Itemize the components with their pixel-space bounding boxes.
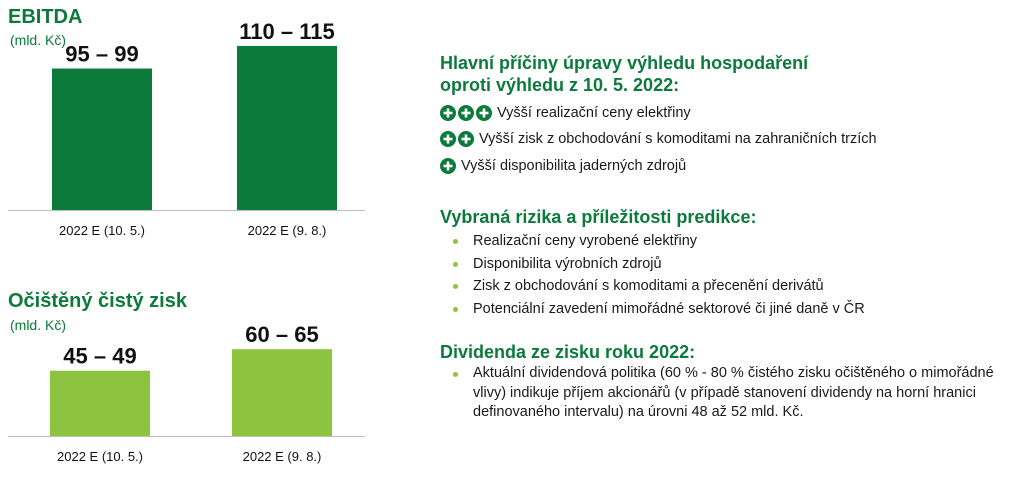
ebitda-chart (0, 18, 370, 240)
plus-icon-group (440, 131, 474, 147)
bar-value-label: 60 – 65 (245, 322, 319, 348)
plus-icon (476, 105, 492, 121)
reasons-title-line2: oproti výhledu z 10. 5. 2022: (440, 75, 680, 95)
dividend-title: Dividenda ze zisku roku 2022: (440, 342, 696, 362)
bullet-icon (453, 262, 458, 267)
plus-icon-group (440, 158, 456, 174)
bullet-icon (453, 284, 458, 289)
list-item (453, 275, 865, 298)
bar (50, 371, 150, 436)
net-profit-title: Očištěný čistý zisk (8, 290, 187, 312)
risks-title: Vybraná rizika a příležitosti predikce: (440, 207, 757, 227)
bar-value-label: 45 – 49 (63, 343, 137, 369)
bar (232, 349, 332, 436)
dividend-paragraph (453, 364, 1013, 423)
risks-list (453, 230, 865, 320)
net-profit-unit: (mld. Kč) (10, 317, 66, 333)
plus-icon (458, 131, 474, 147)
plus-icon-group (440, 105, 492, 121)
risk-text: Zisk z obchodování s komoditami a přecenění derivátů (473, 278, 824, 294)
bar-value-label: 95 – 99 (65, 41, 139, 67)
plus-icon (440, 158, 456, 174)
category-label: 2022 E (9. 8.) (247, 223, 327, 238)
category-label: 2022 E (9. 8.) (242, 449, 322, 464)
list-item (453, 298, 865, 321)
reason-item (440, 131, 877, 147)
category-label: 2022 E (10. 5.) (57, 449, 143, 464)
plus-icon (458, 105, 474, 121)
bar (237, 46, 337, 210)
bar (52, 69, 152, 210)
bullet-icon (453, 307, 458, 312)
reason-text: Vyšší zisk z obchodování s komoditami na zahraničních trzích (479, 131, 877, 147)
reasons-title-line1: Hlavní příčiny úpravy výhledu hospodaření (440, 53, 809, 73)
bullet-icon (453, 239, 458, 244)
risk-text: Potenciální zavedení mimořádné sektorové či jiné daně v ČR (473, 300, 865, 317)
risk-text: Realizační ceny vyrobené elektřiny (473, 233, 698, 249)
bar-value-label: 110 – 115 (239, 18, 335, 44)
category-label: 2022 E (10. 5.) (59, 223, 145, 238)
dividend-text: Aktuální dividendová politika (60 % - 80 % čistého zisku očištěného o mimořádné vlivy) indikuje příjem akcionářů (v případě stanovení dividendy na horní hranici definovaného intervalu) na úrovni 48 až 52 mld. Kč. (473, 365, 994, 420)
reason-text: Vyšší realizační ceny elektřiny (497, 105, 691, 121)
list-item (453, 253, 865, 276)
reasons-title (440, 52, 808, 96)
reason-item (440, 105, 691, 121)
plus-icon (440, 131, 456, 147)
reason-text: Vyšší disponibilita jaderných zdrojů (461, 158, 687, 174)
risk-text: Disponibilita výrobních zdrojů (473, 255, 662, 272)
bullet-icon (453, 372, 458, 377)
ebitda-unit: (mld. Kč) (10, 32, 66, 48)
plus-icon (440, 105, 456, 121)
ebitda-title: EBITDA (8, 6, 83, 28)
reason-item (440, 158, 686, 174)
list-item (453, 230, 865, 253)
